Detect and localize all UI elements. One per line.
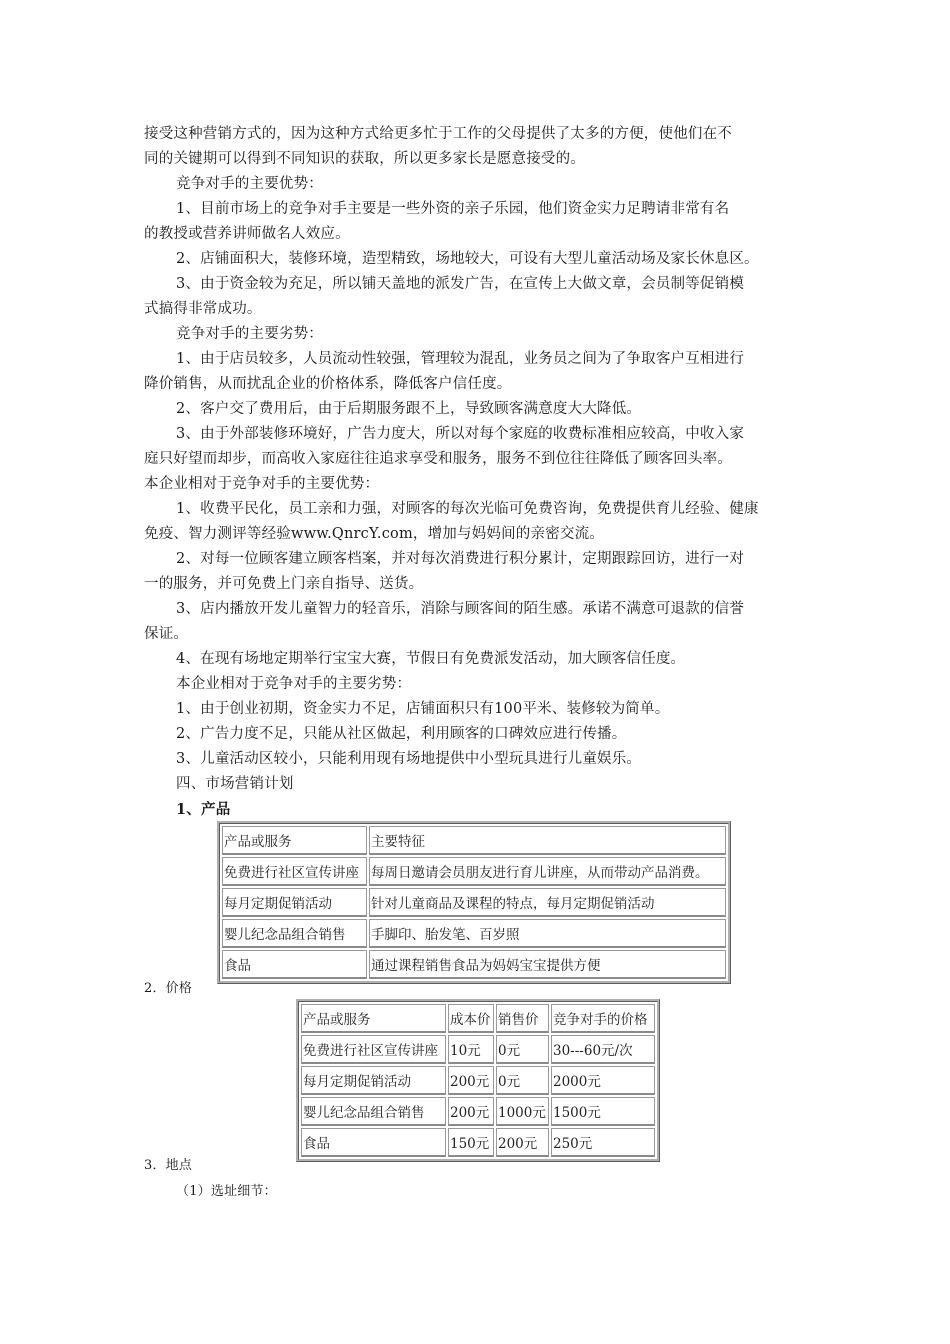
- section-price-title: 2．价格: [144, 981, 193, 996]
- paragraph-line: 2、广告力度不足，只能从社区做起，利用顾客的口碑效应进行传播。: [176, 726, 627, 742]
- table-cell: 免费进行社区宣传讲座: [222, 857, 367, 886]
- table-cell: 150元: [448, 1128, 494, 1157]
- table-row: [301, 1035, 655, 1064]
- heading-our-strengths: 本企业相对于竞争对手的主要优势：: [144, 476, 380, 492]
- paragraph-line: 接受这种营销方式的，因为这种方式给更多忙于工作的父母提供了太多的方便，使他们在不: [144, 126, 732, 142]
- table-cell: 销售价: [496, 1004, 549, 1033]
- table-cell: 200元: [448, 1066, 494, 1095]
- table-cell: 产品或服务: [301, 1004, 446, 1033]
- table-cell: 每月定期促销活动: [222, 888, 367, 917]
- paragraph-line: 1、由于创业初期，资金实力不足，店铺面积只有100平米、装修较为简单。: [176, 701, 670, 717]
- heading-our-weaknesses: 本企业相对于竞争对手的主要劣势：: [176, 676, 412, 692]
- paragraph-line: 3、由于外部装修环境好，广告力度大，所以对每个家庭的收费标准相应较高，中收入家: [176, 426, 745, 442]
- paragraph-line: 的教授或营养讲师做名人效应。: [144, 226, 350, 242]
- paragraph-line: 3、由于资金较为充足，所以铺天盖地的派发广告，在宣传上大做文章，会员制等促销模: [176, 276, 745, 292]
- paragraph-line: 一的服务，并可免费上门亲自指导、送货。: [144, 576, 424, 592]
- paragraph-line: 2、客户交了费用后，由于后期服务跟不上，导致顾客满意度大大降低。: [176, 401, 642, 417]
- table-row: [222, 950, 726, 979]
- paragraph-line: 免疫、智力测评等经验www.QnrcY.com，增加与妈妈间的亲密交流。: [144, 526, 605, 542]
- heading-competitor-weaknesses: 竞争对手的主要劣势：: [176, 326, 323, 342]
- table-cell: 0元: [496, 1066, 549, 1095]
- table-cell: 每周日邀请会员朋友进行育儿讲座，从而带动产品消费。: [369, 857, 726, 886]
- paragraph-line: 1、由于店员较多，人员流动性较强，管理较为混乱，业务员之间为了争取客户互相进行: [176, 351, 745, 367]
- product-table: [217, 821, 731, 984]
- table-cell: 1500元: [551, 1097, 655, 1126]
- table-cell: 10元: [448, 1035, 494, 1064]
- section-product-title: 1、产品: [176, 801, 231, 818]
- table-cell: 针对儿童商品及课程的特点，每月定期促销活动: [369, 888, 726, 917]
- table-row: [222, 826, 726, 855]
- table-cell: 产品或服务: [222, 826, 367, 855]
- table-cell: 2000元: [551, 1066, 655, 1095]
- paragraph-line: 1、目前市场上的竞争对手主要是一些外资的亲子乐园，他们资金实力足聘请非常有名: [176, 201, 730, 217]
- table-cell: 主要特征: [369, 826, 726, 855]
- table-cell: 食品: [301, 1128, 446, 1157]
- heading-marketing-plan: 四、市场营销计划: [176, 776, 294, 792]
- table-cell: 竞争对手的价格: [551, 1004, 655, 1033]
- table-cell: 200元: [448, 1097, 494, 1126]
- table-cell: 30---60元/次: [551, 1035, 655, 1064]
- paragraph-line: 1、收费平民化，员工亲和力强，对顾客的每次光临可免费咨询，免费提供育儿经验、健康: [176, 501, 759, 517]
- table-cell: 每月定期促销活动: [301, 1066, 446, 1095]
- paragraph-line: 2、对每一位顾客建立顾客档案，并对每次消费进行积分累计，定期跟踪回访，进行一对: [176, 551, 745, 567]
- price-table: [296, 999, 660, 1162]
- section-location-subtitle: （1）选址细节：: [176, 1184, 277, 1199]
- table-cell: 免费进行社区宣传讲座: [301, 1035, 446, 1064]
- paragraph-line: 3、儿童活动区较小，只能利用现有场地提供中小型玩具进行儿童娱乐。: [176, 751, 642, 767]
- section-location-title: 3．地点: [144, 1158, 193, 1173]
- table-cell: 食品: [222, 950, 367, 979]
- table-cell: 200元: [496, 1128, 549, 1157]
- paragraph-line: 同的关键期可以得到不同知识的获取，所以更多家长是愿意接受的。: [144, 151, 585, 167]
- table-cell: 250元: [551, 1128, 655, 1157]
- paragraph-line: 降价销售，从而扰乱企业的价格体系，降低客户信任度。: [144, 376, 512, 392]
- table-row: [301, 1128, 655, 1157]
- table-cell: 成本价: [448, 1004, 494, 1033]
- heading-competitor-strengths: 竞争对手的主要优势：: [176, 176, 323, 192]
- table-row: [301, 1004, 655, 1033]
- table-row: [301, 1066, 655, 1095]
- table-row: [222, 857, 726, 886]
- table-cell: 婴儿纪念品组合销售: [301, 1097, 446, 1126]
- table-cell: 婴儿纪念品组合销售: [222, 919, 367, 948]
- table-cell: 手脚印、胎发笔、百岁照: [369, 919, 726, 948]
- table-cell: 0元: [496, 1035, 549, 1064]
- paragraph-line: 2、店铺面积大，装修环境，造型精致，场地较大，可设有大型儿童活动场及家长休息区。: [176, 251, 759, 267]
- paragraph-line: 3、店内播放开发儿童智力的轻音乐，消除与顾客间的陌生感。承诺不满意可退款的信誉: [176, 601, 745, 617]
- paragraph-line: 4、在现有场地定期举行宝宝大赛，节假日有免费派发活动，加大顾客信任度。: [176, 651, 686, 667]
- table-row: [222, 888, 726, 917]
- table-row: [301, 1097, 655, 1126]
- paragraph-line: 式搞得非常成功。: [144, 301, 262, 317]
- table-row: [222, 919, 726, 948]
- paragraph-line: 庭只好望而却步，而高收入家庭往往追求享受和服务，服务不到位往往降低了顾客回头率。: [144, 451, 732, 467]
- table-cell: 通过课程销售食品为妈妈宝宝提供方便: [369, 950, 726, 979]
- table-cell: 1000元: [496, 1097, 549, 1126]
- paragraph-line: 保证。: [144, 626, 189, 642]
